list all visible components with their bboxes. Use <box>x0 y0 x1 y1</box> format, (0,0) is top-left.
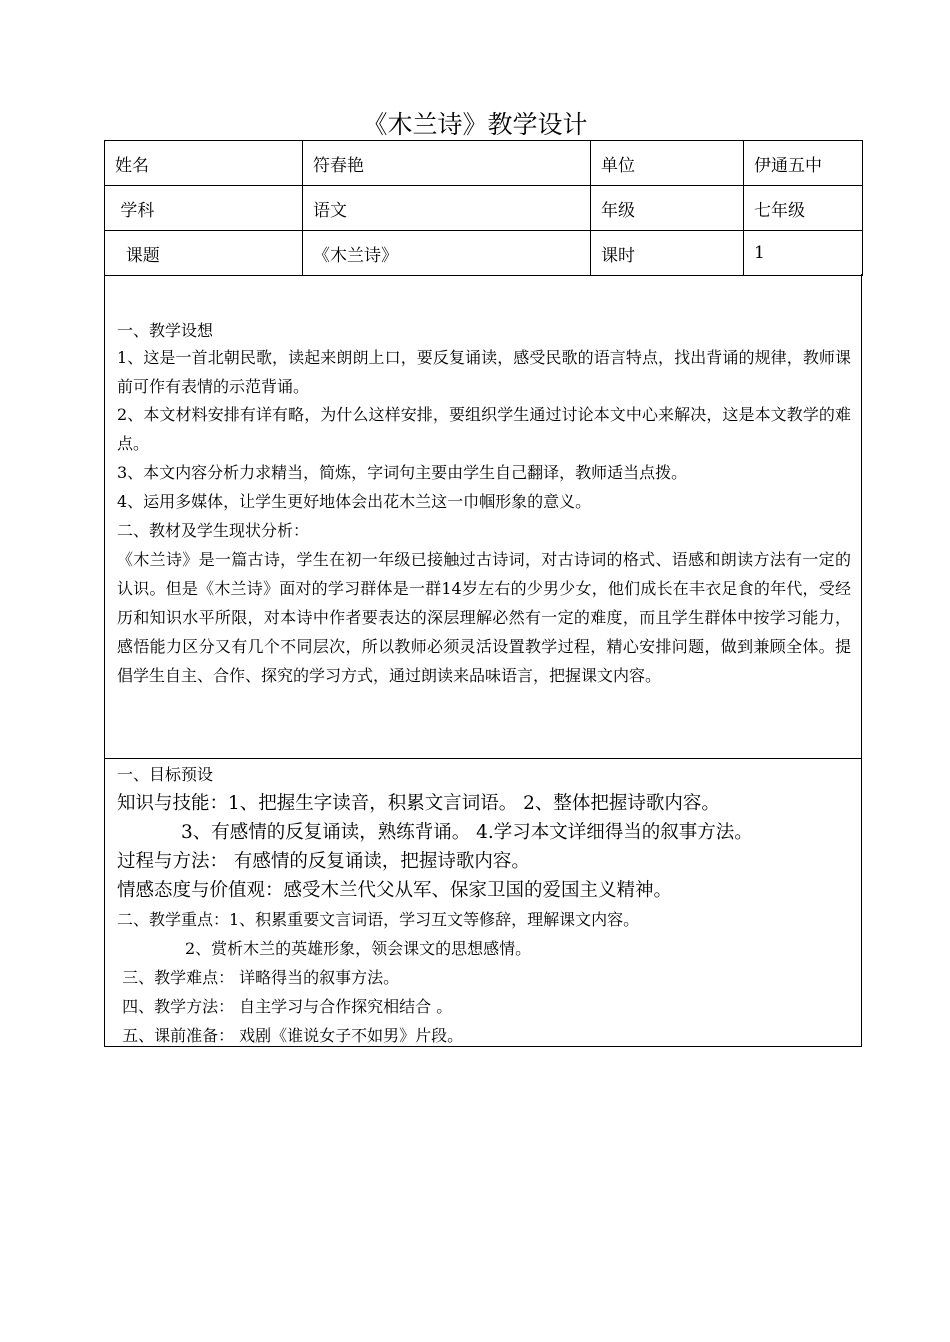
table-row <box>105 141 863 186</box>
info-table <box>104 140 863 276</box>
design-item-3: 3、本文内容分析力求精当，简炼，字词句主要由学生自己翻译，教师适当点拨。 <box>117 463 688 482</box>
document-title: 《木兰诗》教学设计 <box>362 110 588 139</box>
key-point-1: 二、教学重点：1、积累重要文言词语，学习互文等修辞，理解课文内容。 <box>117 910 640 929</box>
table-row <box>105 231 863 276</box>
process-method: 过程与方法： 有感情的反复诵读，把握诗歌内容。 <box>117 851 530 872</box>
period-label: 课时 <box>591 231 744 276</box>
analysis-paragraph: 《木兰诗》是一篇古诗，学生在初一年级已接触过古诗词，对古诗词的格式、语感和朗读方法有一定的认识。但是《木兰诗》面对的学习群体是一群14岁左右的少男少女，他们成长在丰衣足食的年代，受经历和知识水平所限，对本诗中作者要表达的深层理解必然有一定的难度，而且学生群体中按学习能力，感悟能力区分又有几个不同层次，所以教师必须灵活设置教学过程，精心安排问题，做到兼顾全体。提倡学生自主、合作、探究的学习方式，通过朗读来品味语言，把握课文内容。 <box>117 550 851 685</box>
unit-label: 单位 <box>591 141 744 186</box>
topic-label: 课题 <box>105 231 303 276</box>
name-label: 姓名 <box>105 141 303 186</box>
design-item-4: 4、运用多媒体，让学生更好地体会出花木兰这一巾帼形象的意义。 <box>117 492 592 511</box>
period-value: 1 <box>744 231 863 276</box>
subject-label: 学科 <box>105 186 303 231</box>
difficulty: 三、教学难点： 详略得当的叙事方法。 <box>117 968 400 987</box>
table-row <box>105 186 863 231</box>
design-heading: 一、教学设想 <box>117 321 214 340</box>
key-point-2: 2、赏析木兰的英雄形象，领会课文的思想感情。 <box>185 939 532 958</box>
grade-label: 年级 <box>591 186 744 231</box>
subject-value: 语文 <box>303 186 591 231</box>
emotion-values: 情感态度与价值观：感受木兰代父从军、保家卫国的爱国主义精神。 <box>117 880 673 901</box>
teaching-design-section <box>104 274 862 759</box>
unit-value: 伊通五中 <box>744 141 863 186</box>
objectives-section <box>104 758 862 1047</box>
analysis-heading: 二、教材及学生现状分析： <box>117 521 310 540</box>
teaching-method: 四、教学方法： 自主学习与合作探究相结合 。 <box>117 997 453 1016</box>
knowledge-skills-1: 知识与技能：1、把握生字读音，积累文言词语。 2、整体把握诗歌内容。 <box>117 793 720 814</box>
grade-value: 七年级 <box>744 186 863 231</box>
knowledge-skills-2: 3、有感情的反复诵读，熟练背诵。 4.学习本文详细得当的叙事方法。 <box>181 822 753 843</box>
design-item-2: 2、本文材料安排有详有略，为什么这样安排，要组织学生通过讨论本文中心来解决，这是本文教学的难点。 <box>117 405 851 453</box>
objectives-heading: 一、目标预设 <box>117 765 214 784</box>
topic-value: 《木兰诗》 <box>303 231 591 276</box>
design-item-1: 1、这是一首北朝民歌，读起来朗朗上口，要反复诵读，感受民歌的语言特点，找出背诵的规律，教师课前可作有表情的示范背诵。 <box>117 348 851 396</box>
preparation: 五、课前准备： 戏剧《谁说女子不如男》片段。 <box>117 1026 464 1045</box>
name-value: 符春艳 <box>303 141 591 186</box>
